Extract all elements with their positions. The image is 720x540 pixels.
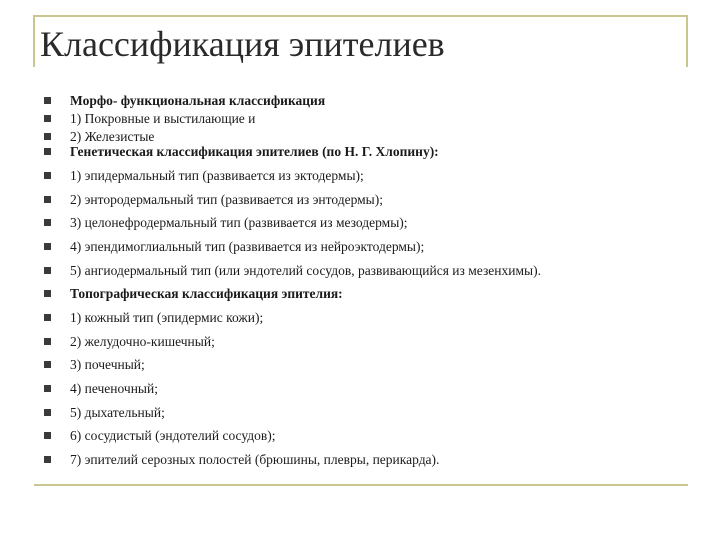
list-item-text: 4) печеночный; bbox=[70, 381, 158, 396]
square-bullet-icon bbox=[44, 409, 51, 416]
square-bullet-icon bbox=[44, 432, 51, 439]
slide-title: Классификация эпителиев bbox=[40, 24, 445, 64]
list-item bbox=[44, 214, 694, 232]
list-item-text: 1) Покровные и выстилающие и bbox=[70, 111, 256, 126]
square-bullet-icon bbox=[44, 115, 51, 122]
list-item bbox=[44, 285, 694, 303]
square-bullet-icon bbox=[44, 314, 51, 321]
list-item-text: 4) эпендимоглиальный тип (развивается из нейроэктодермы); bbox=[70, 239, 425, 254]
list-item-text: 6) сосудистый (эндотелий сосудов); bbox=[70, 428, 276, 443]
square-bullet-icon bbox=[44, 456, 51, 463]
list-item-text: 3) целонефродермальный тип (развивается из мезодермы); bbox=[70, 215, 408, 230]
square-bullet-icon bbox=[44, 133, 51, 140]
list-item bbox=[44, 143, 694, 161]
square-bullet-icon bbox=[44, 196, 51, 203]
list-item-text: 2) энтородермальный тип (развивается из энтодермы); bbox=[70, 192, 383, 207]
list-item bbox=[44, 238, 694, 256]
list-item bbox=[44, 380, 694, 398]
square-bullet-icon bbox=[44, 267, 51, 274]
square-bullet-icon bbox=[44, 385, 51, 392]
square-bullet-icon bbox=[44, 361, 51, 368]
list-item bbox=[44, 356, 694, 374]
list-item-text: Топографическая классификация эпителия: bbox=[70, 286, 343, 301]
list-item-text: 2) Железистые bbox=[70, 129, 155, 144]
list-item bbox=[44, 110, 694, 128]
list-item-text: 1) эпидермальный тип (развивается из эктодермы); bbox=[70, 168, 364, 183]
list-item bbox=[44, 167, 694, 185]
square-bullet-icon bbox=[44, 219, 51, 226]
list-item-text: 5) дыхательный; bbox=[70, 405, 165, 420]
list-item-text: 2) желудочно-кишечный; bbox=[70, 334, 215, 349]
list-item bbox=[44, 262, 694, 280]
list-item-text: 1) кожный тип (эпидермис кожи); bbox=[70, 310, 264, 325]
list-item bbox=[44, 333, 694, 351]
list-item-text: 5) ангиодермальный тип (или эндотелий сосудов, развивающийся из мезенхимы). bbox=[70, 263, 541, 278]
list-item bbox=[44, 92, 694, 110]
list-item bbox=[44, 451, 694, 469]
square-bullet-icon bbox=[44, 148, 51, 155]
list-item bbox=[44, 309, 694, 327]
list-item-text: 3) почечный; bbox=[70, 357, 145, 372]
square-bullet-icon bbox=[44, 290, 51, 297]
square-bullet-icon bbox=[44, 243, 51, 250]
list-item bbox=[44, 404, 694, 422]
list-item-text: Генетическая классификация эпителиев (по Н. Г. Хлопину): bbox=[70, 144, 439, 159]
list-item bbox=[44, 191, 694, 209]
square-bullet-icon bbox=[44, 97, 51, 104]
square-bullet-icon bbox=[44, 338, 51, 345]
list-item-text: Морфо- функциональная классификация bbox=[70, 93, 326, 108]
list-item bbox=[44, 427, 694, 445]
list-item-text: 7) эпителий серозных полостей (брюшины, плевры, перикарда). bbox=[70, 452, 440, 467]
square-bullet-icon bbox=[44, 172, 51, 179]
